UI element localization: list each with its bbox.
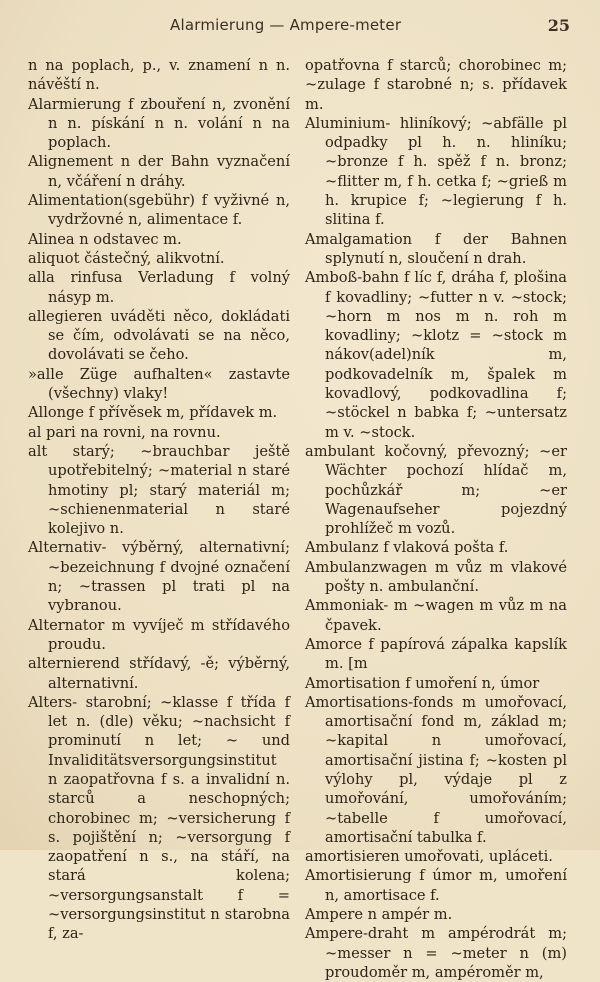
dictionary-entry: »alle Züge aufhalten« zastavte (všechny) vlaky!: [28, 365, 290, 403]
dictionary-entry: Alters- starobní; ~klasse f třída f let n. (dle) věku; ~nachsicht f prominutí n let; ~ und Invaliditätsversorgungsinstitut n zaopatřovna f s. a invalidní n. starců a neschopných; chorobinec m; ~versicherung f s. pojištění n; ~versorgung f zaopatření n s., na stáří, na stará kolena; ~versorgungsanstalt f = ~versorgungsinstitut n starobna f, za-: [28, 693, 290, 943]
left-column: [28, 56, 290, 944]
dictionary-entry: alternierend střídavý, -ě; výběrný, alternativní.: [28, 655, 290, 692]
dictionary-entry: Aluminium- hliníkový; ~abfälle pl odpadky pl h. n. hliníku; ~bronze f h. spěž f n. bronz; ~flitter m, f h. cetka f; ~grieß m h. krupice f; ~legierung f h. slitina f.: [305, 114, 567, 229]
dictionary-entry: Alignement n der Bahn vyznačení n, včáření n dráhy.: [28, 153, 290, 190]
dictionary-entry: Ambulanzwagen m vůz m vlakové pošty n. ambulanční.: [305, 558, 567, 596]
dictionary-entry: Amalgamation f der Bahnen splynutí n, sloučení n drah.: [305, 230, 567, 267]
dictionary-entry: ambulant kočovný, převozný; ~er Wächter pochozí hlídač m, pochůzkář m; ~er Wagenaufseher pojezdný prohlížeč m vozů.: [305, 442, 567, 538]
dictionary-entry: Ambulanz f vlaková pošta f.: [305, 539, 509, 557]
dictionary-entry: n na poplach, p., v. znamení n n. návěští n.: [28, 57, 290, 94]
dictionary-entry: Amortisations-fonds m umořovací, amortisační fond m, základ m; ~kapital n umořovací, amortisační jistina f; ~kosten pl výlohy pl, výdaje pl z umořování, umořováním; ~tabelle f umořovací, amortisační tabulka f.: [305, 693, 567, 846]
dictionary-entry: aliquot částečný, alikvotní.: [28, 249, 225, 267]
dictionary-entry: Ampere-draht m ampérodrát m; ~messer n = ~meter n (m) proudoměr m, ampéroměr m,: [305, 925, 567, 981]
dictionary-entry: Alimentation(sgebühr) f vyživné n, vydržovné n, alimentace f.: [28, 192, 290, 229]
dictionary-entry: Amortisierung f úmor m, umoření n, amortisace f.: [305, 867, 567, 904]
dictionary-entry: Alarmierung f zbouření n, zvonění n n. pískání n n. volání n na poplach.: [28, 95, 290, 152]
running-title: Alarmierung — Ampere-meter: [170, 16, 402, 34]
dictionary-entry: Alternativ- výběrný, alternativní; ~bezeichnung f dvojné označení n; ~trassen pl trati pl na vybranou.: [28, 539, 290, 615]
page-header: [0, 14, 600, 38]
dictionary-entry: Allonge f přívěsek m, přídavek m.: [28, 404, 278, 422]
dictionary-entry: amortisieren umořovati, upláceti.: [305, 848, 553, 866]
dictionary-entry: Ampere n ampér m.: [305, 906, 453, 924]
dictionary-entry: Alinea n odstavec m.: [28, 230, 182, 248]
dictionary-entry: Amortisation f umoření n, úmor: [305, 674, 540, 692]
dictionary-entry: Amboß-bahn f líc f, dráha f, plošina f kovadliny; ~futter n v. ~stock; ~horn m nos m n. roh m kovadliny; ~klotz = ~stock m nákov(adel)ník m, podkovadelník m, špalek m kovadlový, podkovadlina f; ~stöckel n babka f; ~untersatz m v. ~stock.: [305, 269, 567, 441]
dictionary-entry: al pari na rovni, na rovnu.: [28, 423, 221, 441]
dictionary-entry: allegieren uváděti něco, dokládati se čím, odvolávati se na něco, dovolávati se čeho.: [28, 307, 290, 364]
dictionary-entry: Alternator m vyvíječ m střídavého proudu.: [28, 616, 290, 653]
dictionary-entry: alt starý; ~brauchbar ještě upotřebitelný; ~material n staré hmotiny pl; starý materiál m; ~schienenmaterial n staré kolejivo n.: [28, 442, 290, 538]
right-column: [305, 56, 567, 982]
dictionary-entry: Ammoniak- m ~wagen m vůz m na čpavek.: [305, 597, 567, 634]
dictionary-entry: opatřovna f starců; chorobinec m; ~zulage f starobné n; s. přídavek m.: [305, 57, 567, 113]
dictionary-entry: Amorce f papírová zápalka kapslík m. [m: [305, 635, 567, 673]
dictionary-entry: alla rinfusa Verladung f volný násyp m.: [28, 269, 290, 306]
page-number: 25: [547, 16, 570, 35]
